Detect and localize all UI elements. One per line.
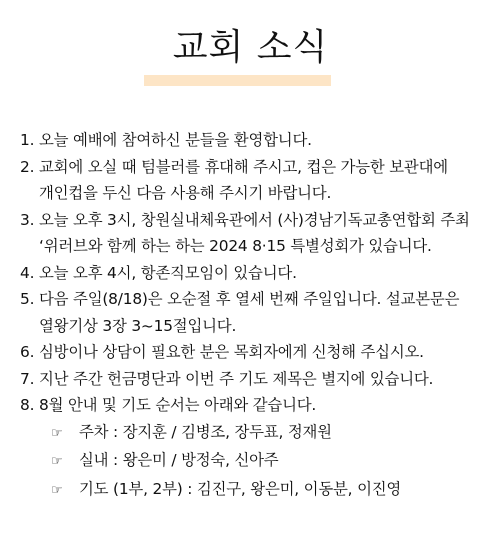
item-text: [39, 127, 490, 154]
item-text: [39, 366, 490, 393]
sub-item-prayer: [39, 476, 490, 505]
sub-item-indoor: [39, 447, 490, 476]
pointing-hand-icon: ☞: [51, 482, 63, 498]
item-text: [39, 260, 490, 287]
sub-item-parking: [39, 419, 490, 448]
item-number: 6.: [20, 343, 35, 361]
list-item: [20, 392, 490, 504]
item-line: 오늘 예배에 참여하신 분들을 환영합니다.: [39, 131, 312, 149]
list-item: [20, 260, 490, 287]
list-item: [20, 207, 490, 260]
item-line: 심방이나 상담이 필요한 분은 목회자에게 신청해 주십시오.: [39, 343, 424, 361]
list-item: [20, 339, 490, 366]
item-line: 8월 안내 및 기도 순서는 아래와 같습니다.: [39, 396, 317, 414]
item-number: 1.: [20, 131, 35, 149]
title-area: [0, 26, 501, 70]
item-text: [39, 207, 490, 260]
item-number: 5.: [20, 290, 35, 308]
item-number: 4.: [20, 263, 35, 282]
list-item: [20, 366, 490, 393]
item-number: 8.: [20, 396, 35, 414]
page-title: 교회 소식: [172, 27, 329, 68]
title-underline: [144, 75, 331, 86]
item-line: 오늘 오후 4시, 항존직모임이 있습니다.: [39, 263, 297, 282]
pointing-hand-icon: ☞: [51, 454, 63, 469]
item-line: 개인컵을 두신 다음 사용해 주시기 바랍니다.: [39, 184, 332, 202]
item-line: 오늘 오후 3시, 창원실내체육관에서 (사)경남기독교총연합회 주최: [39, 210, 470, 229]
sub-item-text: 주차 : 장지훈 / 김병조, 장두표, 정재원: [79, 422, 332, 441]
item-line: 열왕기상 3장 3~15절입니다.: [39, 316, 237, 335]
item-text: [39, 339, 490, 366]
sub-item-text: 기도 (1부, 2부) : 김진구, 왕은미, 이동분, 이진영: [79, 479, 402, 498]
item-line: ‘위러브와 함께 하는 하는 2024 8·15 특별성회가 있습니다.: [39, 237, 432, 255]
item-number: 3.: [20, 210, 35, 229]
item-number: 2.: [20, 157, 35, 176]
sub-item-text: 실내 : 왕은미 / 방정숙, 신아주: [79, 451, 279, 469]
item-line: 다음 주일(8/18)은 오순절 후 열세 번째 주일입니다. 설교본문은: [39, 290, 460, 308]
list-item: [20, 127, 490, 154]
item-text: [39, 286, 490, 339]
item-number: 7.: [20, 369, 35, 388]
pointing-hand-icon: ☞: [51, 425, 63, 441]
list-item: [20, 286, 490, 339]
item-line: 지난 주간 헌금명단과 이번 주 기도 제목은 별지에 있습니다.: [39, 369, 434, 388]
notice-list: [20, 127, 490, 504]
item-text: [39, 154, 490, 207]
item-text: [39, 392, 490, 504]
item-line: 교회에 오실 때 텀블러를 휴대해 주시고, 컵은 가능한 보관대에: [39, 157, 448, 176]
list-item: [20, 154, 490, 207]
